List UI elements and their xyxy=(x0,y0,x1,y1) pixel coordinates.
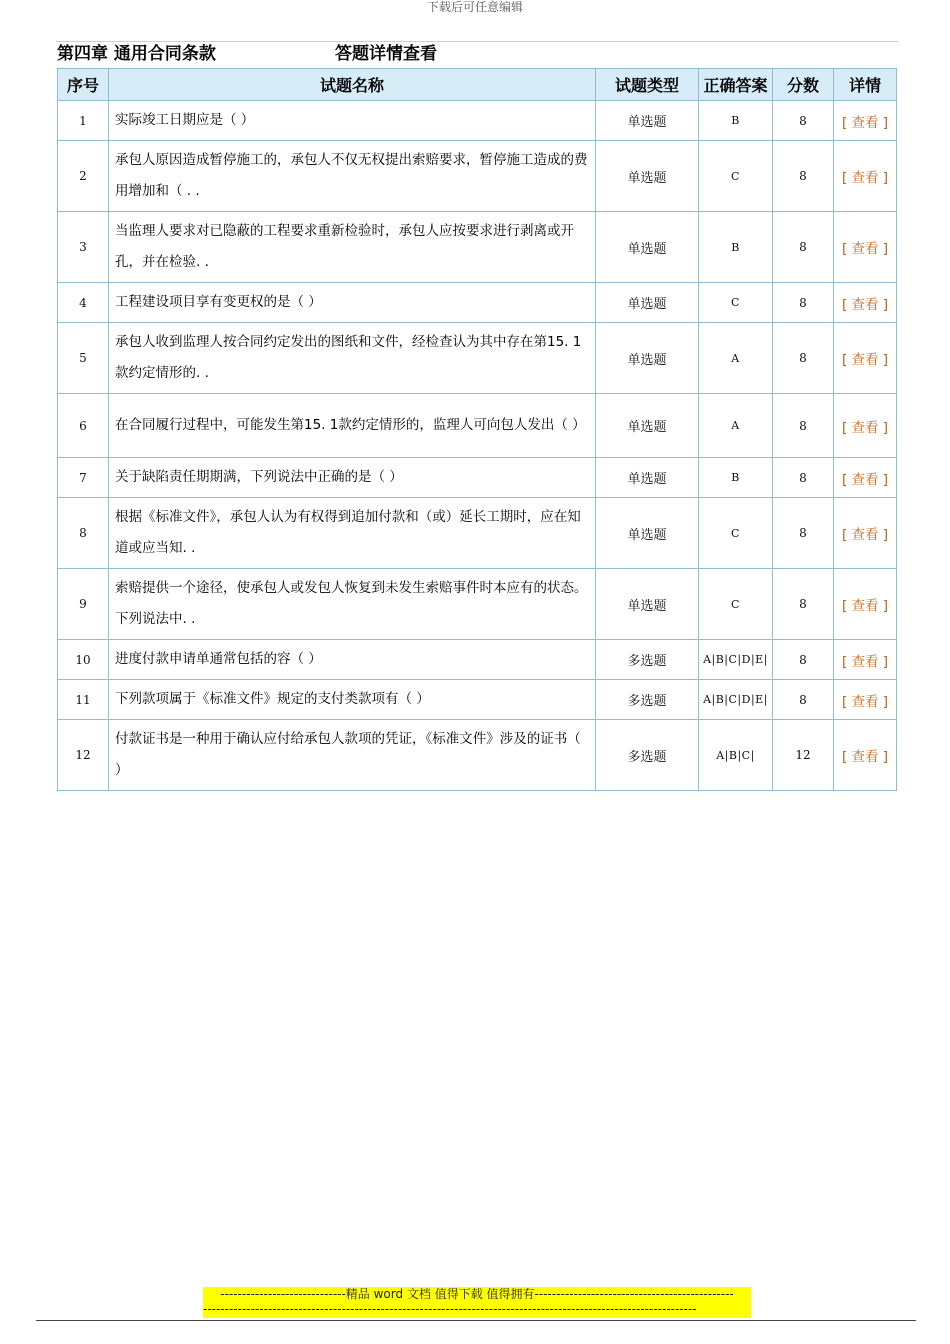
details-cell xyxy=(834,101,897,141)
table-row xyxy=(58,101,897,141)
correct-answer: A|B|C|D|E| xyxy=(699,640,773,680)
page-title-bar xyxy=(57,44,897,66)
question-type: 单选题 xyxy=(596,323,699,394)
correct-answer: A xyxy=(699,323,773,394)
details-cell xyxy=(834,498,897,569)
question-score: 8 xyxy=(773,498,834,569)
view-details-link[interactable]: [ 查看 ] xyxy=(841,296,889,313)
table-row xyxy=(58,569,897,640)
view-details-link[interactable]: [ 查看 ] xyxy=(841,114,889,131)
question-title: 关于缺陷责任期期满，下列说法中正确的是（ ） xyxy=(109,458,596,498)
details-cell xyxy=(834,141,897,212)
correct-answer: C xyxy=(699,498,773,569)
question-score: 8 xyxy=(773,640,834,680)
view-details-link[interactable]: [ 查看 ] xyxy=(841,241,889,257)
view-details-link[interactable]: [ 查看 ] xyxy=(841,170,889,186)
row-index: 11 xyxy=(58,680,109,720)
question-title: 进度付款申请单通常包括的容（ ） xyxy=(109,640,596,680)
question-title: 实际竣工日期应是（ ） xyxy=(109,101,596,141)
footer-banner-line2: ------------------------------------------------------------------------------------------------------------------ xyxy=(203,1302,697,1316)
correct-answer: C xyxy=(699,283,773,323)
view-details-link[interactable]: [ 查看 ] xyxy=(841,598,889,614)
correct-answer: A|B|C| xyxy=(699,720,773,791)
question-score: 8 xyxy=(773,101,834,141)
question-title: 在合同履行过程中，可能发生第15. 1款约定情形的，监理人可向包人发出（ ） xyxy=(109,394,596,458)
question-score: 8 xyxy=(773,323,834,394)
view-details-link[interactable]: [ 查看 ] xyxy=(841,749,889,765)
details-cell xyxy=(834,212,897,283)
table-row xyxy=(58,323,897,394)
question-title: 索赔提供一个途径，使承包人或发包人恢复到未发生索赔事件时本应有的状态。下列说法中. . xyxy=(109,569,596,640)
column-header-question: 试题名称 xyxy=(109,69,596,101)
question-type: 单选题 xyxy=(596,569,699,640)
row-index: 1 xyxy=(58,101,109,141)
question-title: 下列款项属于《标准文件》规定的支付类款项有（ ） xyxy=(109,680,596,720)
view-details-link[interactable]: [ 查看 ] xyxy=(841,352,889,368)
table-row xyxy=(58,458,897,498)
view-details-link[interactable]: [ 查看 ] xyxy=(841,693,889,710)
page-subtitle: 答题详情查看 xyxy=(335,44,437,64)
correct-answer: B xyxy=(699,212,773,283)
row-index: 7 xyxy=(58,458,109,498)
details-cell xyxy=(834,283,897,323)
question-score: 12 xyxy=(773,720,834,791)
answer-details-table xyxy=(57,68,897,791)
row-index: 3 xyxy=(58,212,109,283)
column-header-index: 序号 xyxy=(58,69,109,101)
column-header-type: 试题类型 xyxy=(596,69,699,101)
table-row xyxy=(58,720,897,791)
table-row xyxy=(58,394,897,458)
table-header-row xyxy=(58,69,897,101)
question-title: 当监理人要求对已隐蔽的工程要求重新检验时，承包人应按要求进行剥离或开孔，并在检验. . xyxy=(109,212,596,283)
row-index: 10 xyxy=(58,640,109,680)
view-details-link[interactable]: [ 查看 ] xyxy=(841,653,889,670)
correct-answer: B xyxy=(699,101,773,141)
row-index: 5 xyxy=(58,323,109,394)
table-row xyxy=(58,640,897,680)
table-row xyxy=(58,680,897,720)
question-type: 单选题 xyxy=(596,498,699,569)
footer-banner-line1: -----------------------------精品 word 文档 值得下载 值得拥有---------------------------------------------- xyxy=(220,1287,734,1301)
question-score: 8 xyxy=(773,212,834,283)
table-row xyxy=(58,212,897,283)
question-score: 8 xyxy=(773,394,834,458)
correct-answer: C xyxy=(699,141,773,212)
question-score: 8 xyxy=(773,680,834,720)
header-divider xyxy=(56,41,898,42)
chapter-title: 第四章 通用合同条款 xyxy=(57,44,216,64)
question-type: 单选题 xyxy=(596,212,699,283)
question-title: 付款证书是一种用于确认应付给承包人款项的凭证，《标准文件》涉及的证书（ ） xyxy=(109,720,596,791)
question-type: 单选题 xyxy=(596,283,699,323)
question-type: 单选题 xyxy=(596,141,699,212)
details-cell xyxy=(834,640,897,680)
correct-answer: C xyxy=(699,569,773,640)
correct-answer: A|B|C|D|E| xyxy=(699,680,773,720)
table-row xyxy=(58,498,897,569)
row-index: 6 xyxy=(58,394,109,458)
page-header-note: 下载后可任意编辑 xyxy=(426,0,523,14)
question-type: 多选题 xyxy=(596,720,699,791)
details-cell xyxy=(834,394,897,458)
footer-banner xyxy=(203,1287,751,1318)
question-type: 单选题 xyxy=(596,394,699,458)
column-header-details: 详情 xyxy=(834,69,897,101)
details-cell xyxy=(834,720,897,791)
correct-answer: A xyxy=(699,394,773,458)
details-cell xyxy=(834,569,897,640)
question-score: 8 xyxy=(773,141,834,212)
question-type: 单选题 xyxy=(596,458,699,498)
question-type: 单选题 xyxy=(596,101,699,141)
row-index: 8 xyxy=(58,498,109,569)
question-title: 承包人原因造成暂停施工的，承包人不仅无权提出索赔要求，暂停施工造成的费用增加和（ . . xyxy=(109,141,596,212)
column-header-answer: 正确答案 xyxy=(699,69,773,101)
view-details-link[interactable]: [ 查看 ] xyxy=(841,471,889,488)
table-row xyxy=(58,141,897,212)
row-index: 9 xyxy=(58,569,109,640)
correct-answer: B xyxy=(699,458,773,498)
row-index: 12 xyxy=(58,720,109,791)
question-score: 8 xyxy=(773,569,834,640)
row-index: 4 xyxy=(58,283,109,323)
question-title: 根据《标准文件》，承包人认为有权得到追加付款和（或）延长工期时，应在知道或应当知. . xyxy=(109,498,596,569)
view-details-link[interactable]: [ 查看 ] xyxy=(841,527,889,543)
table-row xyxy=(58,283,897,323)
row-index: 2 xyxy=(58,141,109,212)
details-cell xyxy=(834,323,897,394)
details-cell xyxy=(834,458,897,498)
question-title: 承包人收到监理人按合同约定发出的图纸和文件，经检查认为其中存在第15. 1款约定情形的. . xyxy=(109,323,596,394)
question-score: 8 xyxy=(773,458,834,498)
details-cell xyxy=(834,680,897,720)
question-title: 工程建设项目享有变更权的是（ ） xyxy=(109,283,596,323)
question-type: 多选题 xyxy=(596,680,699,720)
footer-divider xyxy=(36,1320,916,1321)
question-type: 多选题 xyxy=(596,640,699,680)
question-score: 8 xyxy=(773,283,834,323)
view-details-link[interactable]: [ 查看 ] xyxy=(841,419,889,436)
column-header-score: 分数 xyxy=(773,69,834,101)
